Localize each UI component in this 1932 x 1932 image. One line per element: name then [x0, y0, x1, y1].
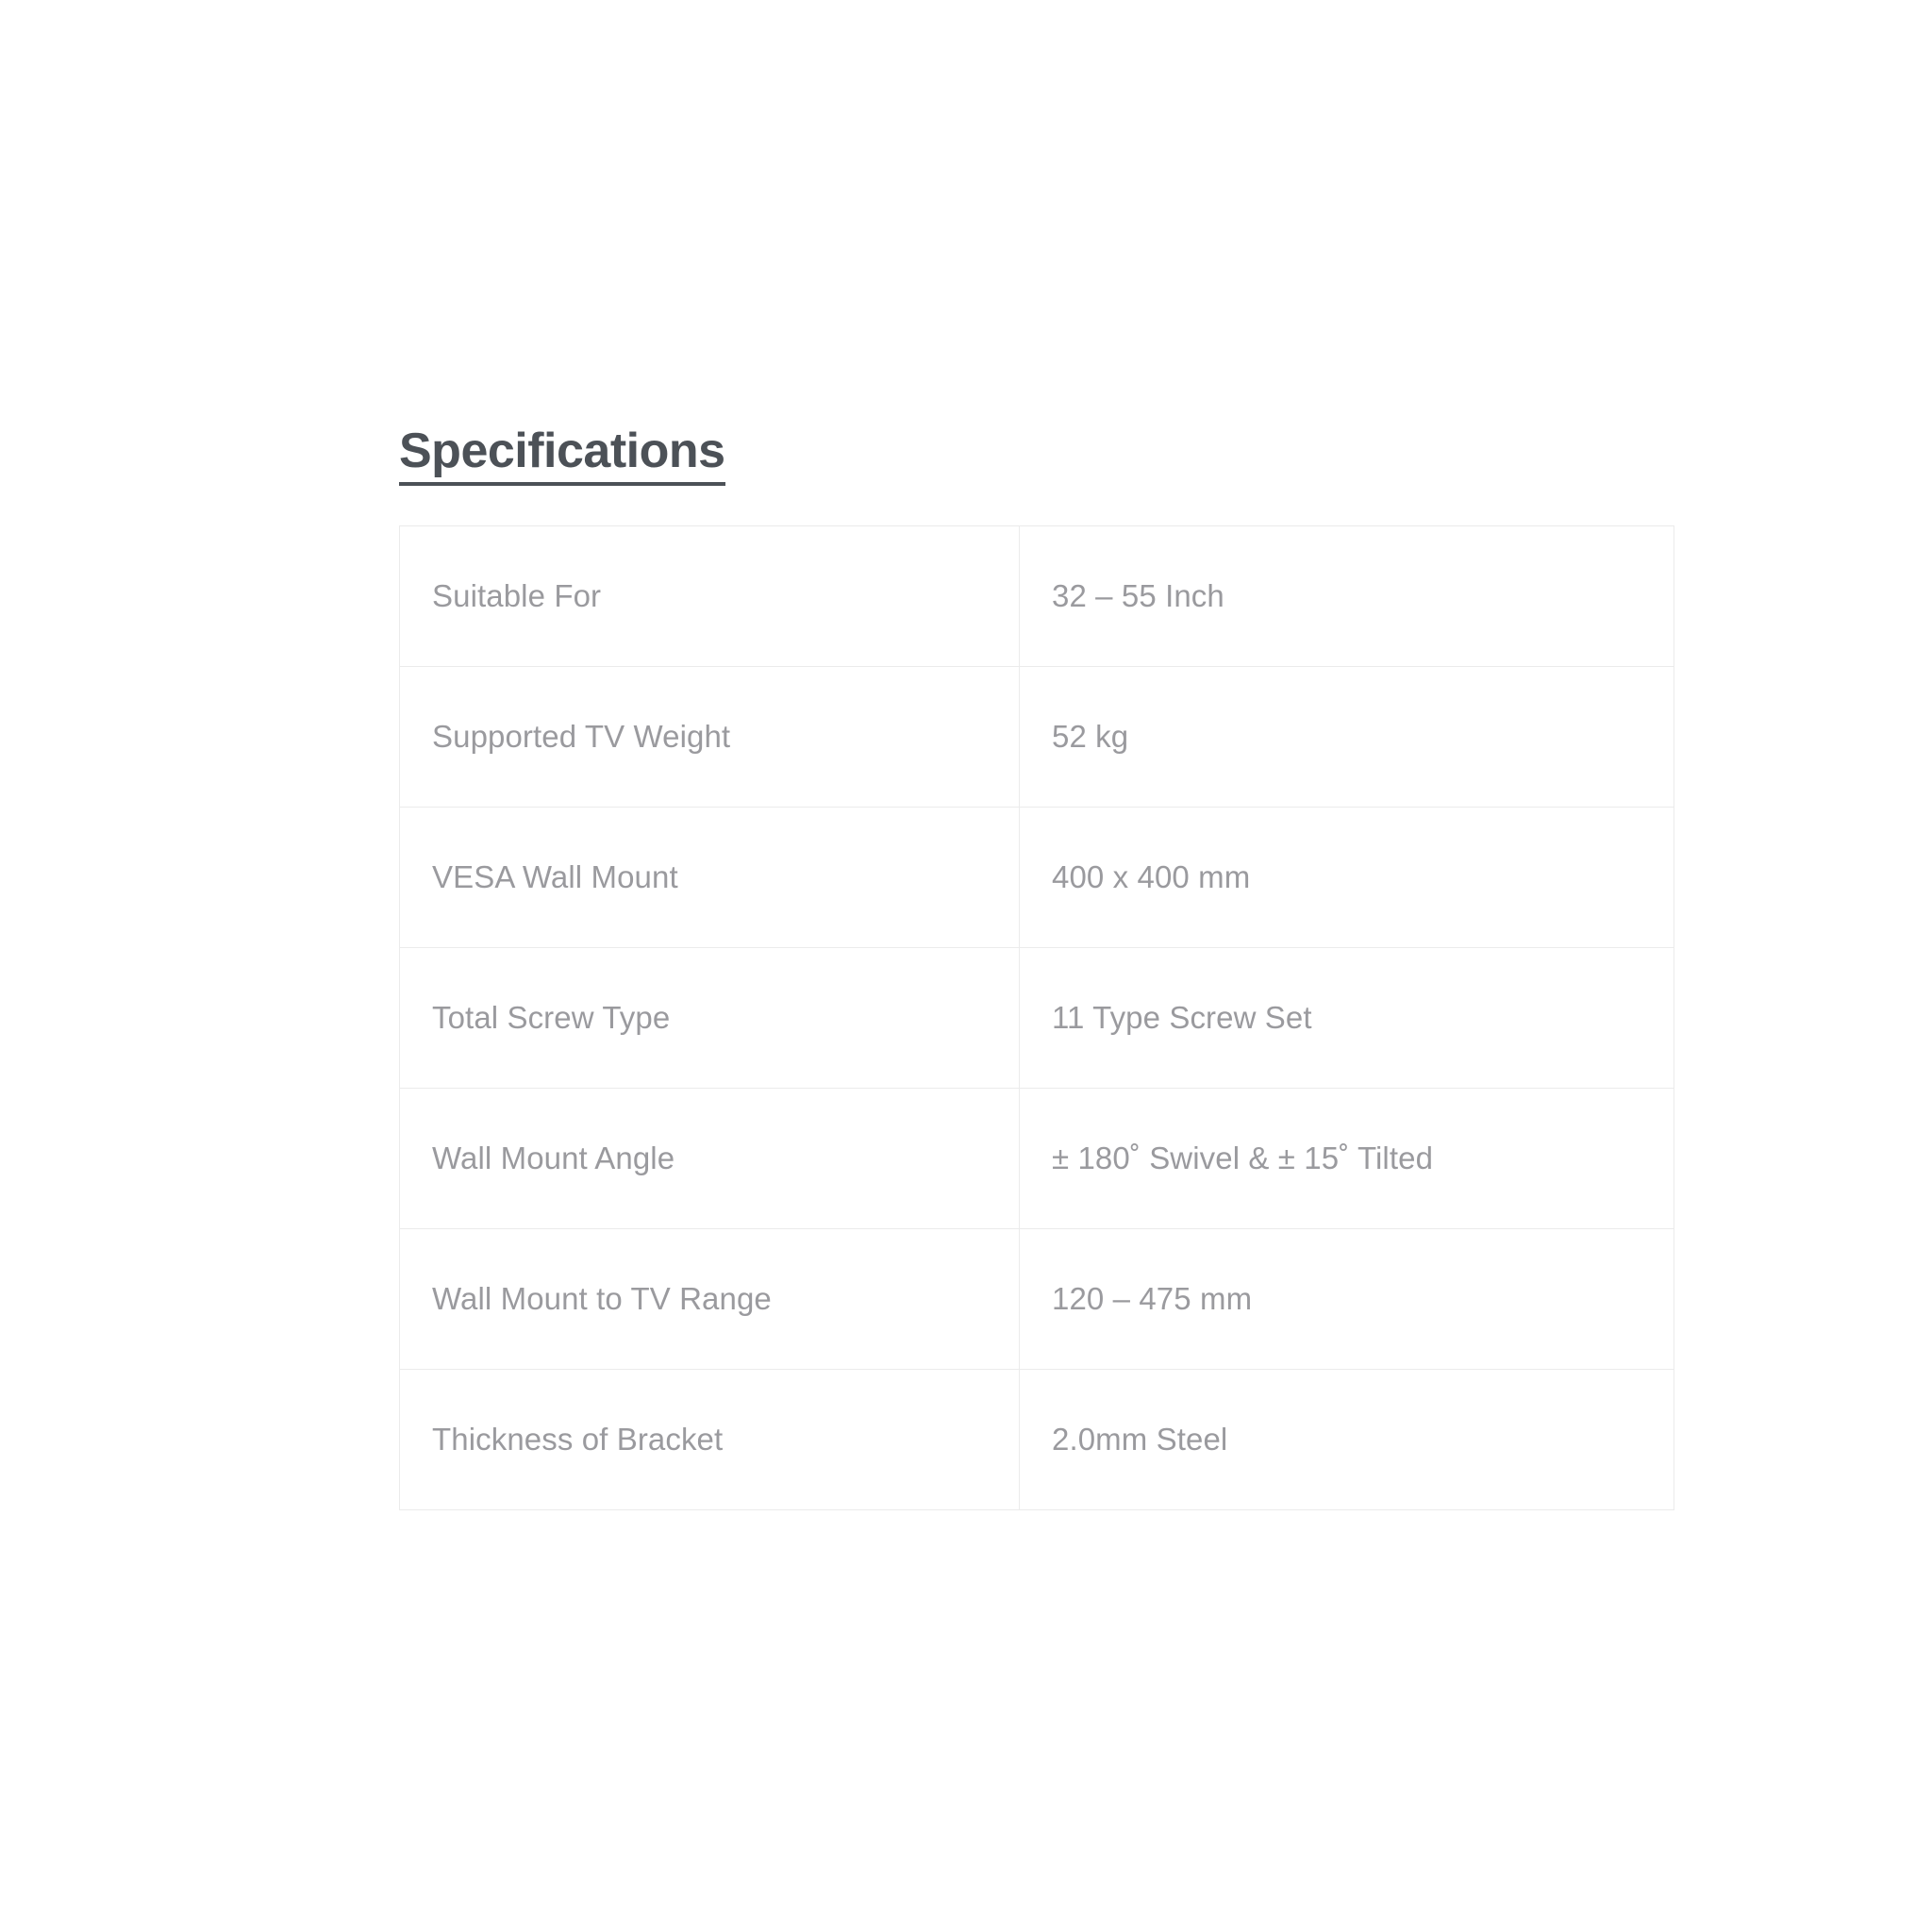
table-row [400, 808, 1674, 948]
spec-value: 400 x 400 mm [1020, 808, 1674, 948]
table-row [400, 1229, 1674, 1370]
spec-label: Wall Mount Angle [400, 1089, 1020, 1229]
spec-label: Suitable For [400, 526, 1020, 667]
spec-value: 52 kg [1020, 667, 1674, 808]
table-row [400, 526, 1674, 667]
spec-value: 11 Type Screw Set [1020, 948, 1674, 1089]
table-row [400, 1089, 1674, 1229]
table-row [400, 1370, 1674, 1510]
spec-label: Wall Mount to TV Range [400, 1229, 1020, 1370]
spec-value: 120 – 475 mm [1020, 1229, 1674, 1370]
spec-value: 32 – 55 Inch [1020, 526, 1674, 667]
table-row [400, 948, 1674, 1089]
spec-label: VESA Wall Mount [400, 808, 1020, 948]
specifications-table [399, 525, 1674, 1510]
spec-value: ± 180˚ Swivel & ± 15˚ Tilted [1020, 1089, 1674, 1229]
specifications-section [399, 425, 1545, 1510]
table-row [400, 667, 1674, 808]
page-title: Specifications [399, 425, 725, 486]
spec-value: 2.0mm Steel [1020, 1370, 1674, 1510]
spec-label: Thickness of Bracket [400, 1370, 1020, 1510]
specifications-table-body [400, 526, 1674, 1510]
spec-label: Total Screw Type [400, 948, 1020, 1089]
spec-label: Supported TV Weight [400, 667, 1020, 808]
